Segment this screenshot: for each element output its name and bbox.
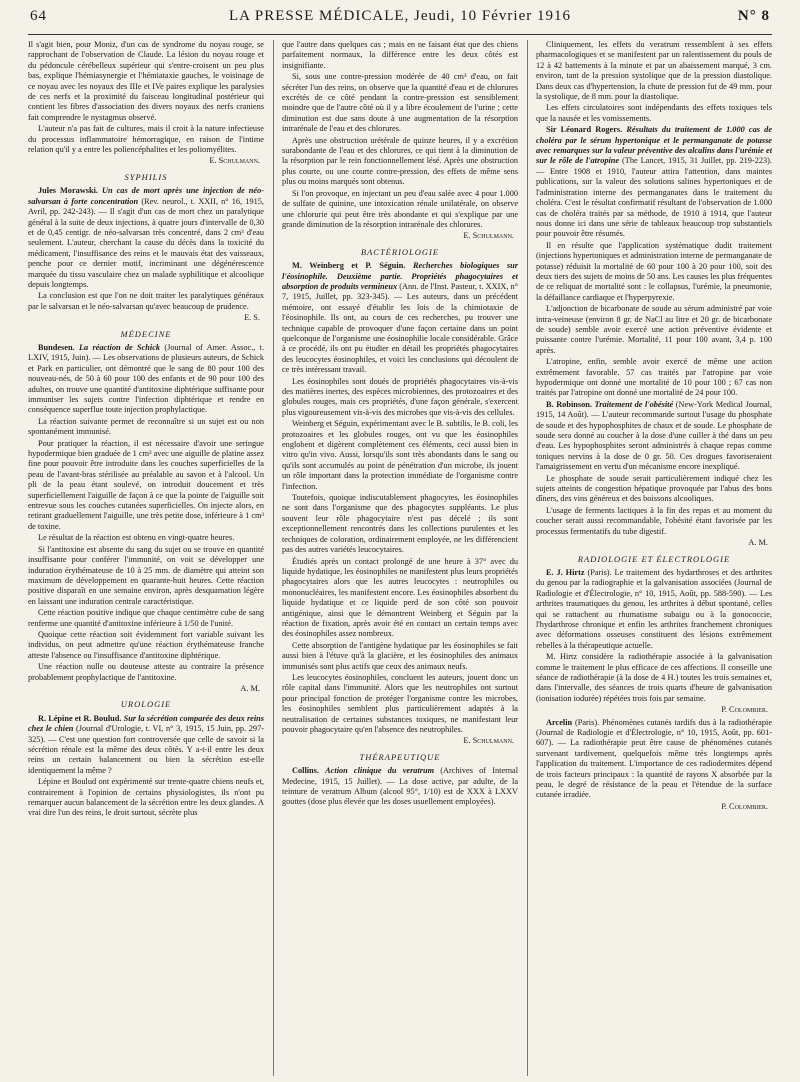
paragraph: Les éosinophiles sont doués de propriétés phagocytaires vis-à-vis des matières inertes, des espèces microbiennes, des protozoaires et des globules rouges, mais ces propriétés, d'une façon générale, s'exercent plus vigoureusement vis-à-vis des microbes que vis-à-vis des cellules. xyxy=(282,376,518,417)
paragraph: Il s'agit bien, pour Moniz, d'un cas de syndrome du noyau rouge, se rapprochant de l'observation de Claude. La lésion du noyau rouge et du pédoncule cérébelleux supérieur qui s'entre-croisent un peu plus bas, explique l'hémiasynergie et l'hémiataxie gauches, le voisinage de ce noyau avec les noyaux des IIIe et IVe paires explique les paralysies de ces nerfs et la proximité du faisceau longitudinal postérieur qui contient les fibres d'association des divers noyaux des nerfs craniens fait comprendre le nystagmus observé. xyxy=(28,40,264,122)
paragraph: Le phosphate de soude serait particulièrement indiqué chez les sujets atteints de congestion hépatique provoquée par l'abus des bons dîners, des vins généreux et des boissons alcooliques. xyxy=(536,473,772,504)
article-body: (Journal d'Urologie, t. VI, n° 3, 1915, 15 Juin, pp. 297-325). — C'est une question fort controversée que celle de savoir si la sécrétion rénale est la même des deux côtés. Y a-t-il entre les deux reins un certain balancement ou bien la sécrétion est-elle identiquement la même ? xyxy=(28,724,264,775)
article-author: Bundesen. xyxy=(38,342,75,352)
article-body: (Rev. neurol., t. XXII, n° 16, 1915, Avril, pp. 242-243). — Il s'agit d'un cas de mort chez un paralytique général à la suite de deux injections, à quatre jours d'intervalle de 0,30 et de 0,45 centigr. de néo-salvarsan très concentré, dans 2 cm³ d'eau seulement. L'auteur, cherchant la cause du décès dans la toxicité du médicament, l'insuffisance des reins et le mauvais état des vaisseaux, penche pour ce dernier motif, incriminant une dégénérescence marquée du tissu vasculaire chez un malade syphilitique et alcoolique depuis longtemps. xyxy=(28,196,264,289)
signature: E. S. xyxy=(244,313,260,323)
paragraph: La conclusion est que l'on ne doit traiter les paralytiques généraux par le salvarsan et le néo-salvarsan qu'avec beaucoup de prudence. xyxy=(28,291,264,311)
column-2 xyxy=(282,40,518,1076)
article-body: (Paris). Phénomènes cutanés tardifs dus à la radiothérapie (Journal de Radiologie et d'Électrologie, n° 10, 1915, Août, pp. 601-607). — La radiothérapie peut être cause de phénomènes cutanés survenant tardivement, quelquefois même très longtemps après l'application du traitement. L'importance de ces radiodermites dépend de trois facteurs principaux : la quantité de rayons X absorbée par la peau, le degré de résistance de la peau et l'étendue de la surface cutanée irradiée. xyxy=(536,717,772,800)
article-body: (Paris). Le traitement des hydarthroses et des arthrites du genou par la radiographie et la galvanisation associées (Journal de Radiologie et d'Électrologie, n° 10, 1915, Août, pp. 588-590). — Les arthrites traumatiques du genou, les arthrites à début spontané, celles qui se rattachent au rhumatisme subaigu ou à la gonococcie, l'hydarthrose chronique et enfin les arthrites franchement chroniques avec déformations osseuses constituent des lésions extrêmement rebelles à la thérapeutique actuelle. xyxy=(536,567,772,650)
article-title: Recherches biologiques sur l'éosinophile. Deuxième partie. Propriétés phagocytaires et absorption de produits vermineux xyxy=(282,261,518,291)
article-body: (New-York Medical Journal, 1915, 14 Août). — L'auteur recommande surtout l'usage du phosphate de soude et des hypophosphites de chaux et de soude. Le phosphate de soude sera donné au coucher à la dose d'une cuiller à thé dans un peu d'eau. Les hypophosphites seront administrés à chaque repas comme toniques nervins à la dose de 0 gr. 50. Ces drogues favoriseraient l'amaigrissement en vertu d'un mécanisme encore inexpliqué. xyxy=(536,399,772,472)
paragraph: M. Hirtz considère la radiothérapie associée à la galvanisation comme le traitement le plus efficace de ces affections. Il conseille une séance de radiothérapie (à la dose de 4 H.) toutes les trois semaines et, dans l'intervalle, des séances de trois quarts d'heure de galvanisation (ionisation iodurée) répétées trois fois par semaine. xyxy=(536,652,772,703)
paragraph: Si l'antitoxine est absente du sang du sujet ou se trouve en quantité insuffisante pour conférer l'immunité, on voit se développer une induration érythémateuse de 10 à 25 mm. de diamètre qui atteint son maximum de développement en quarante-huit heures. Cette réaction positive disparaît en une semaine environ, après desquamation légère en laissant une induration centrale caractéristique. xyxy=(28,544,264,606)
article-entry xyxy=(536,400,772,473)
paragraph: Une réaction nulle ou douteuse atteste au contraire la présence probablement prophylactique de l'antitoxine. xyxy=(28,662,264,682)
article-title: Un cas de mort après une injection de néo-salvarsan à forte concentration xyxy=(28,186,264,206)
journal-title: LA PRESSE MÉDICALE, Jeudi, 10 Février 1916 xyxy=(229,8,571,24)
page xyxy=(28,0,772,1082)
paragraph: L'adjonction de bicarbonate de soude au sérum administré par voie intra-veineuse (environ 8 gr. de NaCl au litre et 20 gr. de bicarbonate de soude) semble avoir exercé une action préventive évidente et puissante contre l'urémie. Mortalité, 11 pour 100 avant, 3,4 p. 100 après. xyxy=(536,304,772,355)
signature: E. Schulmann. xyxy=(463,736,514,746)
article-entry xyxy=(282,766,518,808)
section-heading: SYPHILIS xyxy=(124,171,168,182)
paragraph: L'auteur n'a pas fait de cultures, mais il croit à la nature infectieuse du processus inflammatoire hémorragique, en raison de l'intime relation qu'il y a entre les poliencéphalites et les poliomyélites. xyxy=(28,124,264,155)
article-author: Jules Morawski. xyxy=(38,186,99,196)
paragraph: Toutefois, quoique indiscutablement phagocytes, les éosinophiles ne sont dans l'organisme que des phagocytes suppléants. Le plus souvent leur rôle phagocytaire n'est pas décelé ; ils sont exceptionnellement rencontrés dans les collections purulentes et les techniques de coloration, ordinairement employée, ne les différencient pas des autres variétés leucocytaires. xyxy=(282,493,518,555)
signature: P. Colombier. xyxy=(721,705,768,715)
column-3 xyxy=(536,40,772,1076)
section-heading: BACTÉRIOLOGIE xyxy=(360,246,440,257)
page-number: 64 xyxy=(30,8,47,24)
article-title: Action clinique du veratrum xyxy=(325,766,435,776)
column-divider xyxy=(527,40,528,1076)
article-author: Arcelin xyxy=(546,717,573,727)
column-divider xyxy=(273,40,274,1076)
article-entry xyxy=(536,568,772,651)
article-body: (Journal of Amer. Assoc., t. LXIV, 1915, Juin). — Les observations de plusieurs auteurs, de Schick et Park en particulier, ont démontré que le sang de 80 pour 100 des nouveau-nés, de 50 à 60 pour 100 des enfants et de 90 pour 100 des adultes, on trouve une quantité d'antitoxine diphtérique suffisante pour immuniser les sujets contre l'infection diphtérique et rendre en conséquence superflue toute injection prophylactique. xyxy=(28,342,264,415)
article-entry xyxy=(536,718,772,801)
signature: A. M. xyxy=(748,538,768,548)
article-entry xyxy=(282,261,518,375)
paragraph: Le résultat de la réaction est obtenu en vingt-quatre heures. xyxy=(38,533,235,543)
paragraph: La réaction suivante permet de reconnaître si un sujet est ou non spontanément immunisé. xyxy=(28,416,264,437)
article-body: (Archives of Internal Medecine, 1915, 15 Juillet). — La dose active, par adulte, de la teinture de veratrum Album (alcool 95°, 1/10) est de XXX à LXXV gouttes (dose plus élevée que les doses usuellement employées). xyxy=(282,766,518,807)
paragraph: L'usage de ferments lactiques à la fin des repas et au moment du coucher serait aussi recommandable, l'obésité étant favorisée par les processus fermentatifs du tube digestif. xyxy=(536,505,772,536)
paragraph: Après une obstruction urétérale de quinze heures, il y a excrétion surabondante de l'eau et des chlorures, ce qui tient à la diminution de la résorption par le rein fonctionnellement lésé. Après une obstruction plus courte, ou une courte contre-pression, des effets de même sens plus ou moins marqués sont obtenus. xyxy=(282,135,518,187)
section-heading: MÉDECINE xyxy=(120,328,172,339)
signature: E. Schulmann. xyxy=(463,231,514,241)
signature: P. Colombier. xyxy=(721,801,768,811)
paragraph: Pour pratiquer la réaction, il est nécessaire d'avoir une seringue hypodermique bien graduée de 1 cm³ avec une aiguille de platine assez fine pour pouvoir être introduite dans les couches superficielles de la peau de l'avant-bras stérilisée au préalable au savon et à l'alcool. Un pli de la peau étant soulevé, on introduit doucement et très superficiellement l'aiguille de façon à ce que la pointe de l'aiguille soit entrevue sous les couches cutanées superficielles. On injecte alors, en retirant graduellement l'aiguille, une très petite dose, inférieure à 1 cm³ de toxine. xyxy=(28,438,264,531)
article-author: M. Weinberg et P. Séguin. xyxy=(292,261,406,271)
page-header xyxy=(28,8,772,32)
paragraph: Il en résulte que l'application systématique dudit traitement (injections hypertoniques et administration interne de permanganate de potasse) réduisit la mortalité de 60 pour 100 à 20 pour 100, soit des deux tiers des sujets de moins de 50 ans. Les causes les plus fréquentes de ce reliquat de mortalité sont : le collapsus, l'urémie, la pneumonie, la défaillance cardiaque et l'hyperpyrexie. xyxy=(536,240,772,302)
article-title: Traitement de l'obésité xyxy=(594,399,674,409)
paragraph: Si l'on provoque, en injectant un peu d'eau salée avec 4 pour 1.000 de sulfate de quinine, une intoxication rénale unilatérale, on observe une chlorurie qui peut être très abondante et qui s'explique par une grande diminution de la résorption intrarénale des chlorures. xyxy=(282,188,518,229)
article-entry xyxy=(536,125,772,239)
column-1 xyxy=(28,40,264,1076)
signature: E. Schulmann. xyxy=(209,156,260,166)
paragraph: Les effets circulatoires sont indépendants des effets toxiques tels que la nausée et les vomissements. xyxy=(536,103,772,123)
paragraph: Cette réaction positive indique que chaque centimètre cube de sang renferme une quantité d'antitoxine inférieure à 1/50 de l'unité. xyxy=(28,608,264,628)
article-title: La réaction de Schick xyxy=(78,342,161,352)
article-author: E. J. Hirtz xyxy=(546,567,585,577)
article-author: R. Lépine et R. Boulud. xyxy=(38,713,122,723)
paragraph: que l'autre dans quelques cas ; mais en ne faisant état que des chiens parfaitement normaux, la différence entre les deux côtés est insignifiante. xyxy=(282,40,518,70)
section-heading: UROLOGIE xyxy=(120,699,172,710)
article-entry xyxy=(28,186,264,290)
article-entry xyxy=(28,714,264,776)
paragraph: Si, sous une contre-pression modérée de 40 cm³ d'eau, on fait sécréter l'un des reins, on observe que la quantité d'eau et de chlorures excrétés de ce côté pendant la contre-pression est sensiblement moindre que de l'autre côté où il y a libre écoulement de l'urine ; cette diminution est due sans doute à une augmentation de la résorption intrarénale de l'eau et des chlorures. xyxy=(282,72,518,134)
section-heading: THÉRAPEUTIQUE xyxy=(359,751,441,762)
paragraph: Weinberg et Séguin, expérimentant avec le B. subtilis, le B. coli, les protozoaires et les globules rouges, ont vu que les éosinophiles englobent et digèrent complètement ces éléments, ceci aussi bien in vitro qu'in vivo. Aussi, lorsqu'ils sont très abondants dans le sang ou qu'ils sont accumulés au point de pénétration d'un microbe, ils jouent un rôle important dans la protection immédiate de l'organisme contre l'infection. xyxy=(282,419,518,491)
article-title: Résultats du traitement de 1.000 cas de choléra par le sérum hypertonique et le permanganate de potasse avec remarques sur la valeur préventive des alcalins dans l'urémie et sur le rôle de l'atropine xyxy=(536,125,772,166)
article-body: (The Lancet, 1915, 31 Juillet, pp. 219-223). — Entre 1908 et 1910, l'auteur attira l'attention, dans maintes publications, sur la valeur des solutions salines hypertoniques et de l'administration interne des permanganates dans le traitement du choléra. C'est le résultat confirmatif résultant de l'observation de 1.000 cas de choléra traités par sa méthode, de 1910 à 1914, que l'auteur nous donne ici dans une série de tableaux beaucoup trop substantiels pour pouvoir être résumés. xyxy=(536,156,772,239)
paragraph: Étudiés après un contact prolongé de une heure à 37° avec du liquide hydatique, les éosinophiles ne manifestent plus leurs propriétés phagocytaires alors que les autres leucocytes : neutrophiles ou mononucléaires, les manifestent encore. Les éosinophiles absorbent du liquide hydatique et ce liquide perd de son côté son pouvoir antigénique, ainsi que le démontrent Weinberg et Séguin par la réaction de fixation, après avoir été en contact un certain temps avec des éosinophiles assez nombreux. xyxy=(282,556,518,639)
section-heading: RADIOLOGIE ET ÉLECTROLOGIE xyxy=(577,553,731,564)
header-rule xyxy=(28,34,772,35)
paragraph: Quoique cette réaction soit évidemment fort variable suivant les individus, on peut admettre qu'une réaction érythémateuse franche atteste l'absence ou l'insuffisance d'antitoxine diphtérique. xyxy=(28,629,264,660)
issue-number: N° 8 xyxy=(737,8,770,24)
paragraph: L'atropine, enfin, semble avoir exercé de même une action extrêmement favorable. 57 cas traités par l'atropine par voie hypodermique ont donné une mortalité de 10 pour 100 ; 67 cas non traités par l'atropine ont donné une mortalité de 24 pour 100. xyxy=(536,357,772,398)
article-title: Sur la sécrétion comparée des deux reins chez le chien xyxy=(28,713,264,734)
article-entry xyxy=(28,343,264,416)
paragraph: Cette absorption de l'antigène hydatique par les éosinophiles se fait aussi bien à l'étuve qu'à la glacière, et les éosinophiles des animaux immunisés sont plus actifs que ceux des animaux neufs. xyxy=(282,640,518,671)
paragraph: Lépine et Boulud ont expérimenté sur trente-quatre chiens neufs et, contrairement à l'opinion de certains physiologistes, ils n'ont pu remarquer aucun balancement de la sécrétion entre les deux glandes. A vrai dire l'un des reins, le droit surtout, sécrète plus xyxy=(28,777,264,818)
signature: A. M. xyxy=(240,683,260,693)
paragraph: Cliniquement, les effets du veratrum ressemblent à ses effets pharmacologiques et se manifestent par un ralentissement du pouls de 12 à 42 battements à la minute et par un abaissement marqué, 3 cm. environ, tant de la pression systolique que de la pression diastolique. Dans deux cas d'hypertension, la chute de pression fut de 49 mm. pour la systolique, de 8 mm. pour la diastolique. xyxy=(536,40,772,102)
paragraph: Les leucocytes éosinophiles, concluent les auteurs, jouent donc un rôle capital dans l'immunité. Alors que les neutrophiles ont surtout pour principal fonction de protéger l'organisme contre les microbes, les éosinophiles semblent plus particulièrement adaptés à la neutralisation de certaines substances toxiques, ne manifestant leur pouvoir phagocytaire qu'en l'absence des neutrophiles. xyxy=(282,672,518,734)
article-author: Collins. xyxy=(292,766,319,776)
article-author: B. Robinson. xyxy=(546,399,592,409)
article-body: (Ann. de l'Inst. Pasteur, t. XXIX, n° 7, 1915, Juillet, pp. 323-345). — Les auteurs, dans un précédent mémoire, ont essayé d'établir les lois de la chimiotaxie de l'éosinophile. Ils ont, au cours de ces recherches, pu trouver une technique capable de provoquer d'une façon certaine dans un point quelconque de l'organisme une éosinophilie locale considérable. Grâce à ce procédé, ils ont pu étudier en détail les propriétés phagocytaires des leucocytes éosinophiles, et voici les conclusions qui découlent de ce très intéressant travail. xyxy=(282,281,518,375)
article-author: Sir Léonard Rogers. xyxy=(546,125,623,135)
